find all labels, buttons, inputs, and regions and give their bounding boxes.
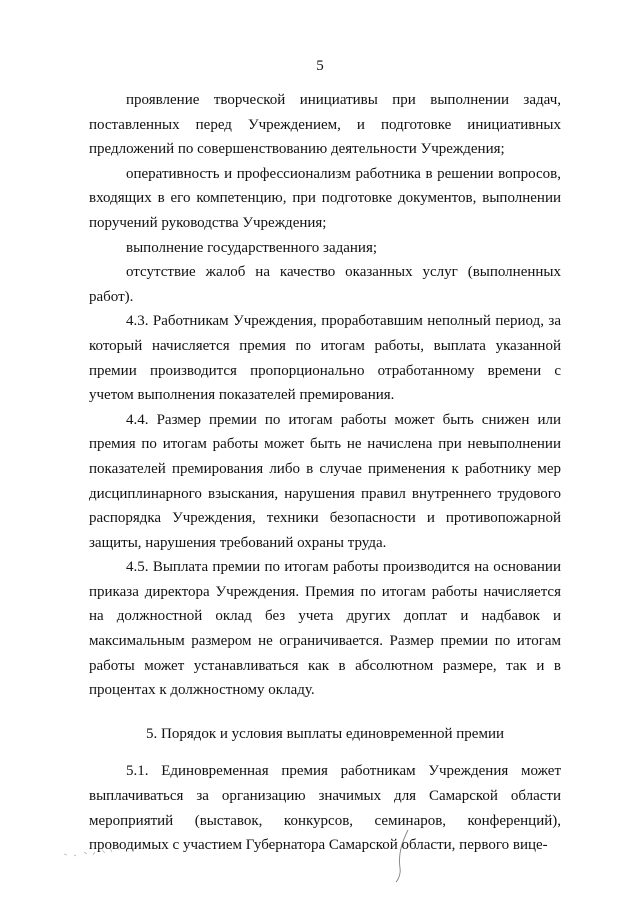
- paragraph-5-1: 5.1. Единовременная премия работникам Учреждения может выплачиваться за организацию значимых для Самарской области мероприятий (выставок, конкурсов, семинаров, конференций), проводимых с участием Губернатора Самарской области, первого вице-: [89, 763, 561, 854]
- paragraph-no-complaints: отсутствие жалоб на качество оказанных услуг (выполненных работ).: [89, 264, 561, 305]
- pen-stroke-mark: [388, 828, 418, 884]
- paragraph-professionalism: оперативность и профессионализм работника в решении вопросов, входящих в его компетенцию, при подготовке документов, выполнении поручений руководства Учреждения;: [89, 165, 561, 231]
- paragraph-4-4: 4.4. Размер премии по итогам работы может быть снижен или премия по итогам работы может быть не начислена при невыполнении показателей премирования либо в случае применения к работнику мер дисциплинарного взыскания, нарушения правил внутреннего трудового распорядка Учреждения, техники безопасности и противопожарной защиты, нарушения требований охраны труда.: [89, 411, 561, 551]
- paragraph-4-3: 4.3. Работникам Учреждения, проработавшим неполный период, за который начисляется премия по итогам работы, выплата указанной премии производится пропорционально отработанному времени с учетом выполнения показателей премирования.: [89, 313, 561, 404]
- page-number: 5: [316, 58, 324, 74]
- section-heading-5: 5. Порядок и условия выплаты единовременной премии: [145, 725, 504, 742]
- paragraph-4-5: 4.5. Выплата премии по итогам работы производится на основании приказа директора Учреждения. Премия по итогам работы начисляется на должностной оклад без учета других доплат и надбавок и максимальным размером не ограничивается. Размер премии по итогам работы может устанавливаться как в абсолютном размере, так и в процентах к должностному окладу.: [89, 559, 561, 699]
- paragraph-state-task: выполнение государственного задания;: [126, 239, 378, 256]
- document-body: [89, 88, 561, 858]
- paragraph-initiative: проявление творческой инициативы при выполнении задач, поставленных перед Учреждением, и подготовке инициативных предложений по совершенствованию деятельности Учреждения;: [89, 92, 561, 158]
- scan-artifact-marks: [60, 830, 150, 870]
